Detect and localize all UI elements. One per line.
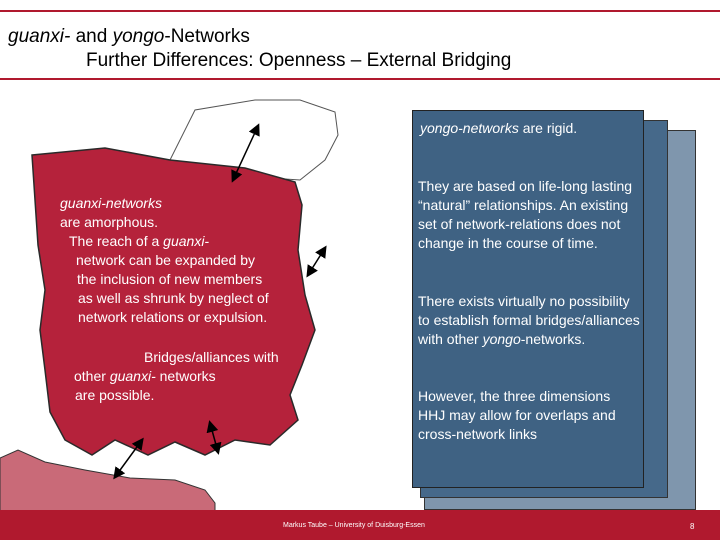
guanxi-text-line: the inclusion of new members	[77, 271, 263, 287]
neighbor-network-blob	[0, 450, 215, 512]
yongo-paragraph-3: However, the three dimensions HHJ may allow for overlaps and cross-network links	[418, 388, 616, 442]
expand-arrow-right	[308, 248, 325, 275]
yongo-heading: yongo-networks are rigid.	[420, 120, 578, 136]
guanxi-text-line: are possible.	[75, 387, 155, 403]
slide-title: guanxi- and yongo-Networks	[8, 26, 250, 47]
yongo-paragraph-2: There exists virtually no possibility to establish formal bridges/alliances with other yongo-networks.	[418, 293, 640, 347]
guanxi-text-line: as well as shrunk by neglect of	[78, 290, 269, 306]
yongo-paragraph-1: They are based on life-long lasting “natural” relationships. An existing set of network-relations does not change in the course of time.	[418, 178, 633, 251]
guanxi-text-line: Bridges/alliances with	[144, 349, 279, 365]
slide-subtitle: Further Differences: Openness – External Bridging	[86, 50, 512, 71]
guanxi-text-line: network can be expanded by	[76, 252, 256, 268]
guanxi-text-line: other guanxi- networks	[74, 368, 216, 384]
page-number: 8	[690, 522, 695, 531]
guanxi-text-line: The reach of a guanxi-	[69, 233, 210, 249]
guanxi-text-line: guanxi-networks	[60, 195, 162, 211]
guanxi-text-line: are amorphous.	[60, 214, 159, 230]
footer-credit: Markus Taube – University of Duisburg-Essen	[283, 522, 425, 529]
guanxi-text-line: network relations or expulsion.	[78, 309, 268, 325]
